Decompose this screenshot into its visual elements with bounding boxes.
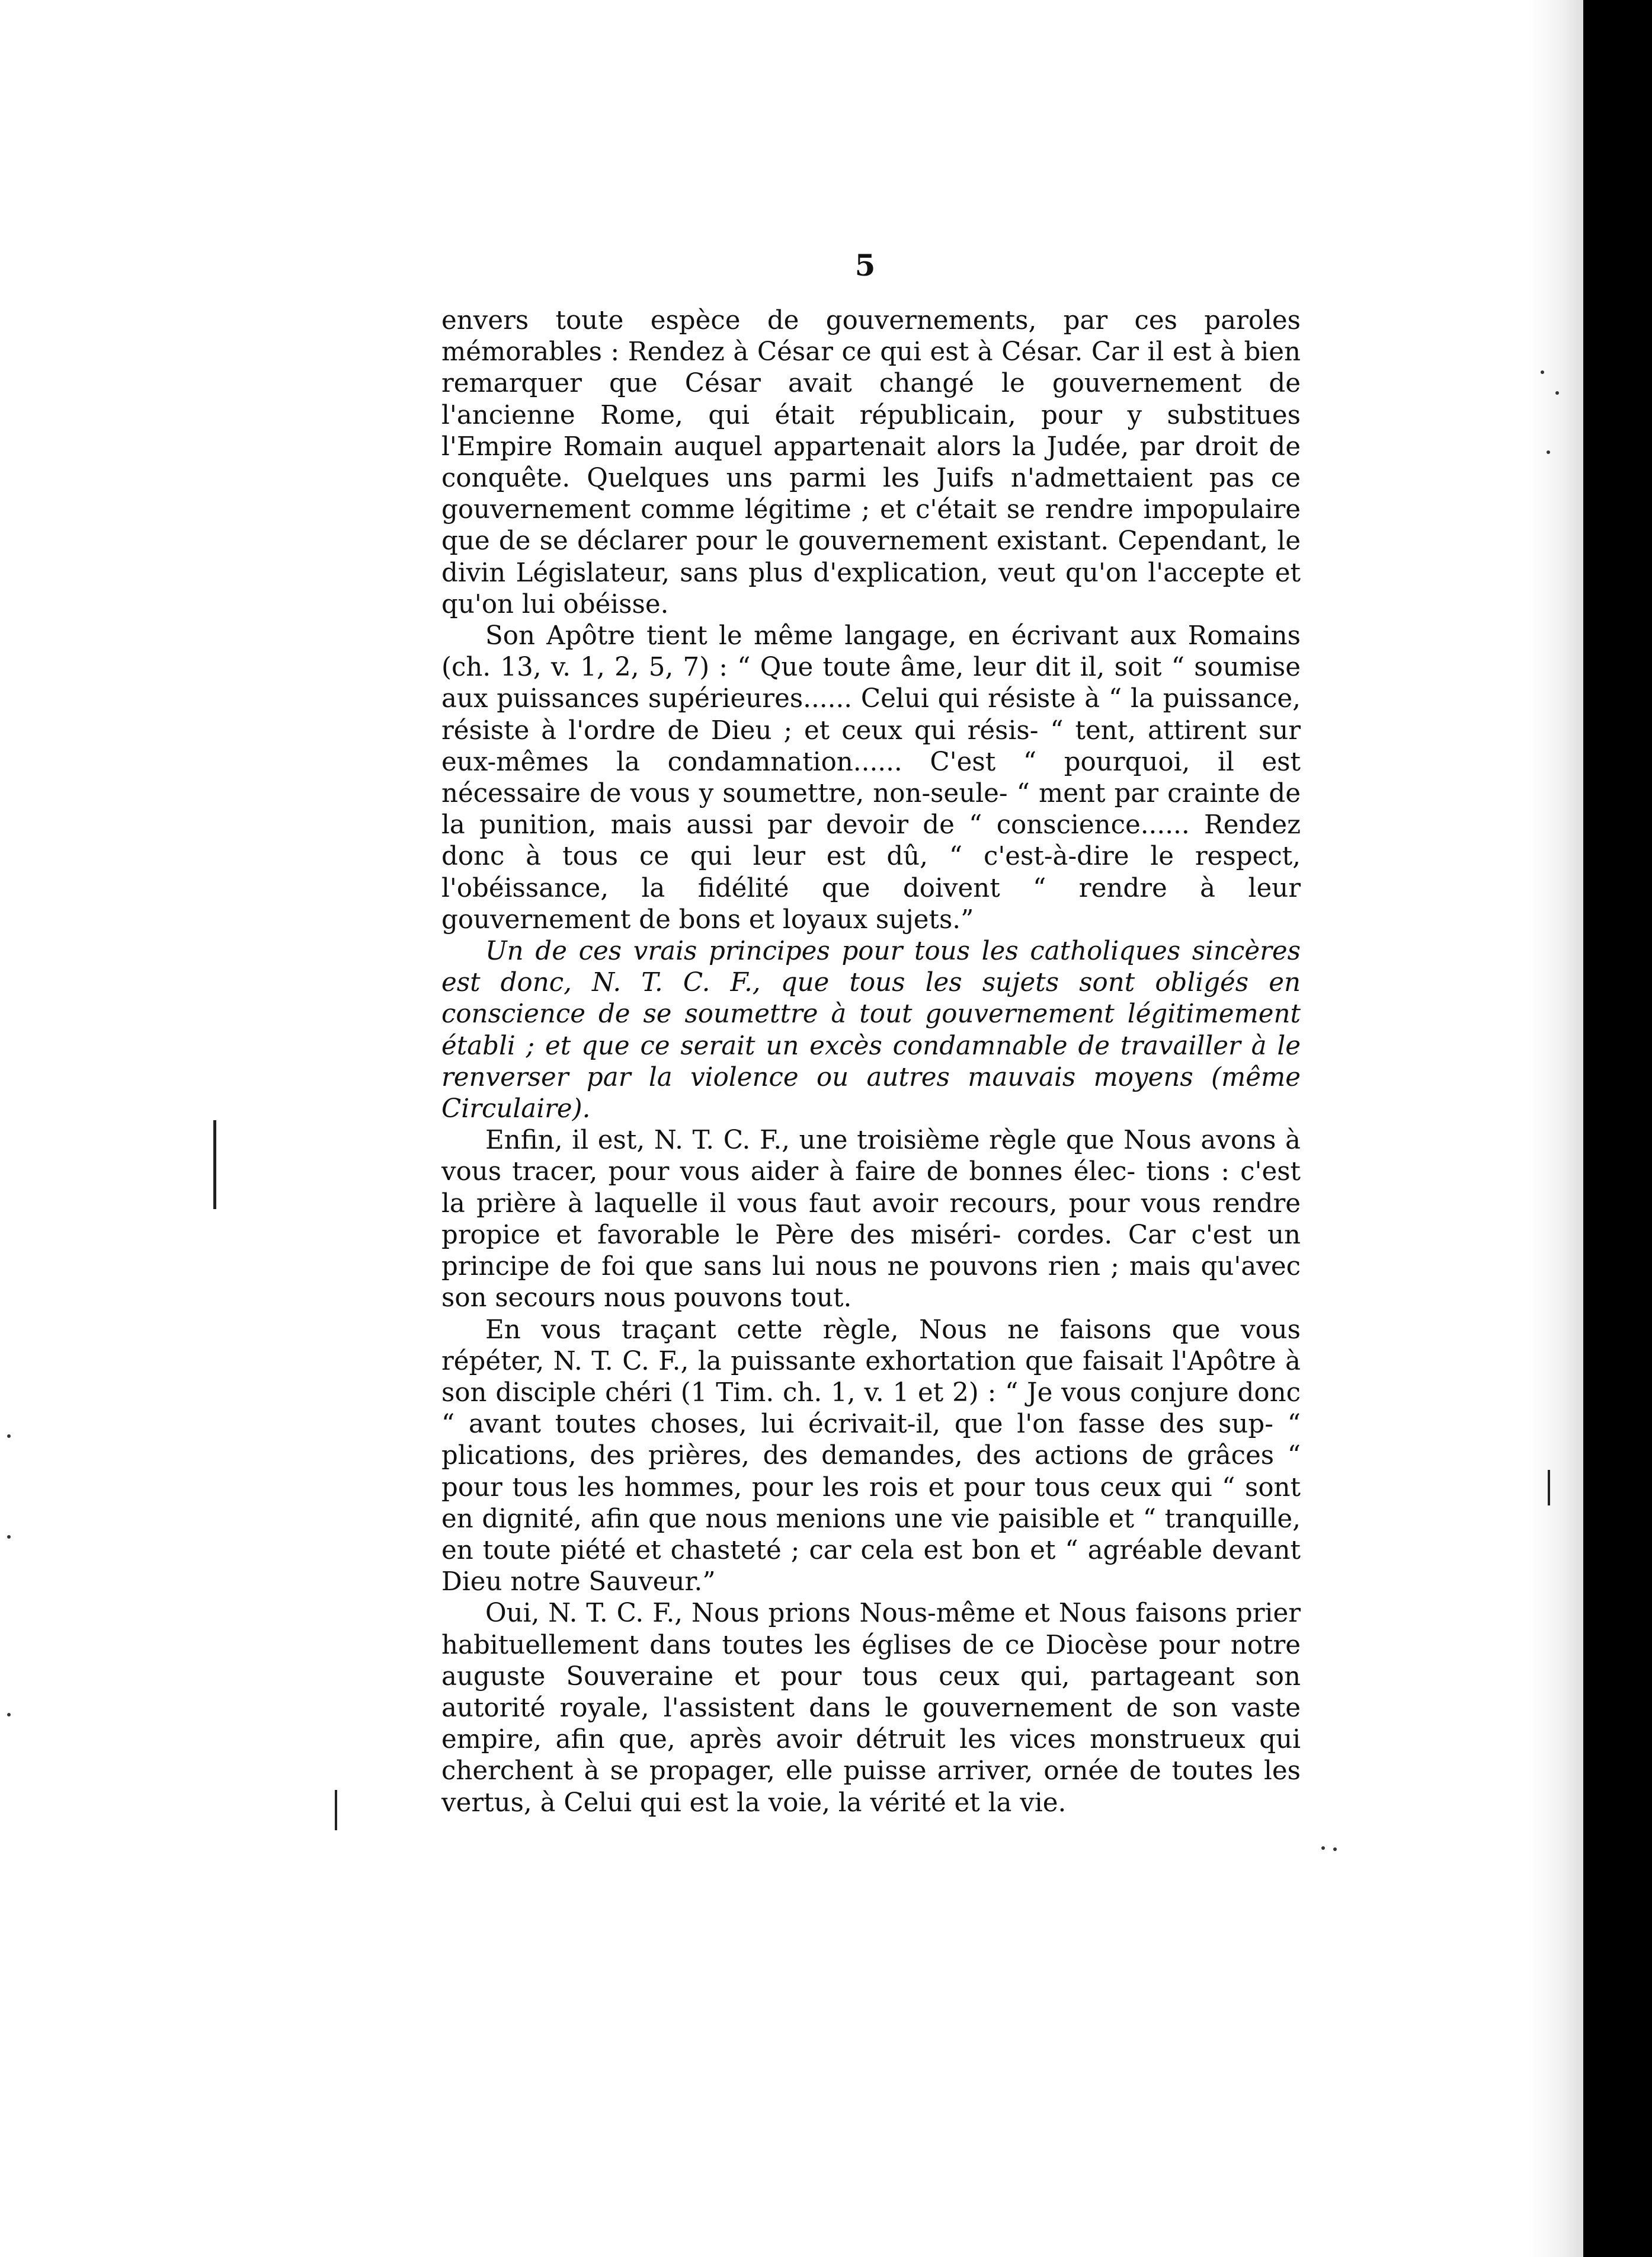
- scan-dot: [7, 1713, 11, 1716]
- page-number: 5: [854, 248, 876, 283]
- paragraph-1: envers toute espèce de gouvernements, par ces paroles mémorables : Rendez à César ce qui est à César. Car il est à bien remarquer que César avait changé le gouvernement de l'ancienne Rome, qui était républicain, pour y substitues l'Empire Romain auquel appartenait alors la Judée, par droit de conquête. Quelques uns parmi les Juifs n'admettaient pas ce gouvernement comme légitime ; et c'était se rendre impopulaire que de se déclarer pour le gouvernement existant. Cependant, le divin Législateur, sans plus d'explication, veut qu'on l'accepte et qu'on lui obéisse.: [441, 306, 1301, 619]
- scan-mark: [335, 1790, 337, 1830]
- paragraph-4: Enfin, il est, N. T. C. F., une troisième règle que Nous avons à vous tracer, pour vous aider à faire de bonnes élec- tions : c'est la prière à laquelle il vous faut avoir recours, pour vous rendre propice et favorable le Père des miséri- cordes. Car c'est un principe de foi que sans lui nous ne pouvons rien ; mais qu'avec son secours nous pouvons tout.: [441, 1126, 1301, 1313]
- scan-dot: [7, 1535, 11, 1539]
- scan-dot: [1541, 370, 1544, 374]
- scan-mark: [1548, 1470, 1550, 1505]
- scan-dot: [1555, 391, 1559, 395]
- paragraph-2: Son Apôtre tient le même langage, en écrivant aux Romains (ch. 13, v. 1, 2, 5, 7) : “ Que toute âme, leur dit il, soit “ soumise aux puissances supérieures...... Celui qui résiste à “ la puissance, résiste à l'ordre de Dieu ; et ceux qui résis- “ tent, attirent sur eux-mêmes la condamnation...... C'est “ pourquoi, il est nécessaire de vous y soumettre, non-seule- “ ment par crainte de la punition, mais aussi par devoir de “ conscience...... Rendez donc à tous ce qui leur est dû, “ c'est-à-dire le respect, l'obéissance, la fidélité que doivent “ rendre à leur gouvernement de bons et loyaux sujets.”: [441, 621, 1301, 935]
- scan-dot: [1333, 1847, 1337, 1851]
- scan-dot: [1547, 450, 1550, 454]
- paragraph-6: Oui, N. T. C. F., Nous prions Nous-même et Nous faisons prier habituellement dans toutes les églises de ce Diocèse pour notre auguste Souveraine et pour tous ceux qui, partageant son autorité royale, l'assistent dans le gouvernement de son vaste empire, afin que, après avoir détruit les vices monstrueux qui cherchent à se propager, elle puisse arriver, ornée de toutes les vertus, à Celui qui est la voie, la vérité et la vie.: [441, 1599, 1301, 1818]
- paragraph-5: En vous traçant cette règle, Nous ne faisons que vous répéter, N. T. C. F., la puissante exhortation que faisait l'Apôtre à son disciple chéri (1 Tim. ch. 1, v. 1 et 2) : “ Je vous conjure donc “ avant toutes choses, lui écrivait-il, que l'on fasse des sup- “ plications, des prières, des demandes, des actions de grâces “ pour tous les hommes, pour les rois et pour tous ceux qui “ sont en dignité, afin que nous menions une vie paisible et “ tranquille, en toute piété et chasteté ; car cela est bon et “ agréable devant Dieu notre Sauveur.”: [441, 1315, 1301, 1597]
- scan-dot: [1321, 1846, 1325, 1850]
- page-fold-shadow: [1529, 0, 1583, 2257]
- body-text: [441, 305, 1301, 1819]
- paragraph-3: Un de ces vrais principes pour tous les catholiques sincères est donc, N. T. C. F., que tous les sujets sont obligés en conscience de se soumettre à tout gouvernement légitimement établi ; et que ce serait un excès condamnable de travailler à le renverser par la violence ou autres mauvais moyens (même Circulaire).: [441, 936, 1301, 1124]
- scan-dot: [7, 1434, 11, 1438]
- scan-mark: [213, 1120, 216, 1209]
